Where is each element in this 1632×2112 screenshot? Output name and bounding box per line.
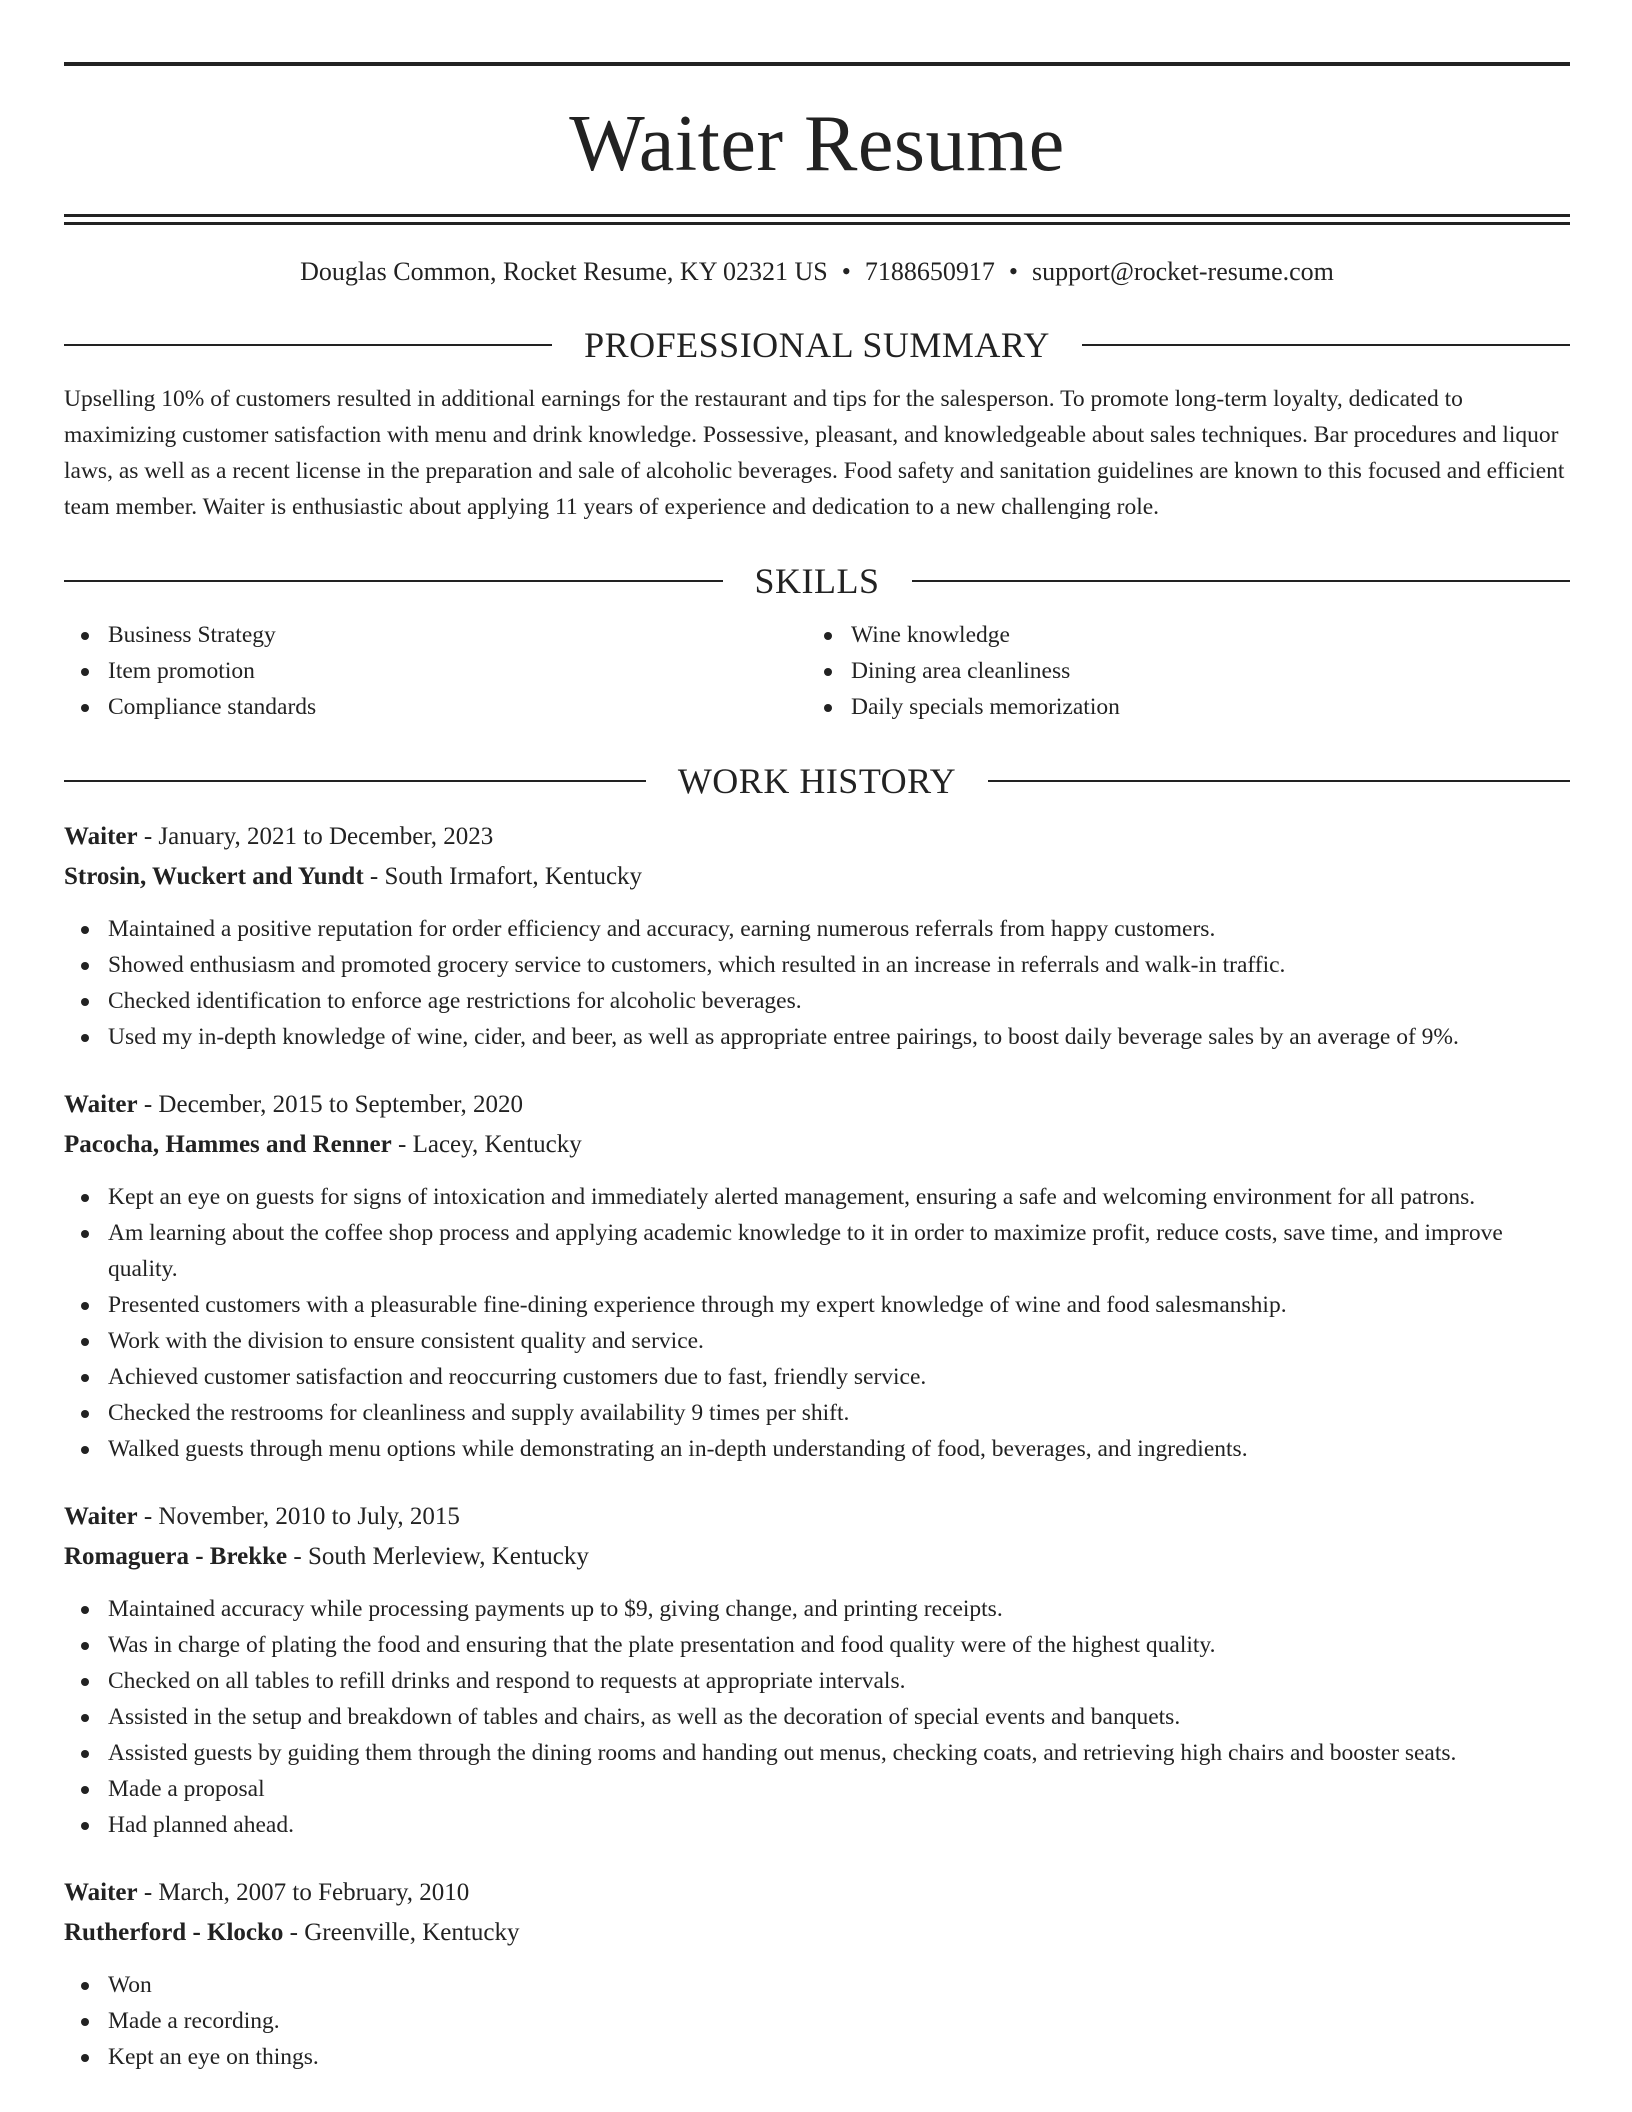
contact-email: support@rocket-resume.com	[1031, 257, 1334, 286]
job-entry	[64, 1873, 1570, 2075]
skill-item: Item promotion	[64, 653, 807, 689]
job-title: Waiter	[64, 823, 138, 850]
job-location: - South Merleview, Kentucky	[287, 1543, 589, 1570]
page-title: Waiter Resume	[569, 100, 1065, 188]
job-bullet: Checked on all tables to refill drinks and respond to requests at appropriate intervals.	[64, 1663, 1570, 1699]
heading-rule-left	[64, 580, 723, 582]
skill-item: Compliance standards	[64, 689, 807, 725]
job-bullet: Maintained a positive reputation for order efficiency and accuracy, earning numerous referrals from happy customers.	[64, 911, 1570, 947]
job-bullet: Showed enthusiasm and promoted grocery service to customers, which resulted in an increase in referrals and walk-in traffic.	[64, 947, 1570, 983]
section-heading-label: SKILLS	[754, 561, 880, 601]
job-company: Strosin, Wuckert and Yundt	[64, 863, 364, 890]
skills-list	[64, 617, 1570, 725]
job-bullets	[64, 911, 1570, 1055]
job-company: Rutherford - Klocko	[64, 1919, 284, 1946]
contact-line	[64, 255, 1570, 289]
contact-address: Douglas Common, Rocket Resume, KY 02321 US	[300, 257, 828, 286]
job-dates: - December, 2015 to September, 2020	[137, 1091, 523, 1118]
job-bullet: Kept an eye on guests for signs of intoxication and immediately alerted management, ensuring a safe and welcoming environment for all patrons.	[64, 1179, 1570, 1215]
job-bullet: Won	[64, 1967, 1570, 2003]
resume-page	[64, 62, 1570, 2075]
job-company-line	[64, 857, 1570, 897]
top-rule	[64, 62, 1570, 66]
job-bullet: Made a recording.	[64, 2003, 1570, 2039]
job-bullet: Am learning about the coffee shop process and applying academic knowledge to it in order to maximize profit, reduce costs, save time, and improve quality.	[64, 1215, 1570, 1287]
job-title-line	[64, 1497, 1570, 1537]
heading-rule-right	[912, 580, 1571, 582]
job-dates: - January, 2021 to December, 2023	[137, 823, 494, 850]
contact-phone: 7188650917	[864, 257, 995, 286]
job-dates: - March, 2007 to February, 2010	[137, 1879, 470, 1906]
job-dates: - November, 2010 to July, 2015	[137, 1503, 460, 1530]
job-title-line	[64, 1873, 1570, 1913]
job-entry	[64, 1497, 1570, 1843]
contact-separator: •	[841, 257, 851, 286]
skills-column-left	[64, 617, 807, 725]
job-bullet: Checked identification to enforce age restrictions for alcoholic beverages.	[64, 983, 1570, 1019]
job-entry	[64, 817, 1570, 1055]
job-bullet: Work with the division to ensure consistent quality and service.	[64, 1323, 1570, 1359]
skill-item: Business Strategy	[64, 617, 807, 653]
heading-rule-left	[64, 344, 552, 346]
job-bullet: Used my in-depth knowledge of wine, cider, and beer, as well as appropriate entree pairings, to boost daily beverage sales by an average of 9%.	[64, 1019, 1570, 1055]
heading-rule-right	[1082, 344, 1570, 346]
job-company: Romaguera - Brekke	[64, 1543, 288, 1570]
job-bullet: Assisted in the setup and breakdown of tables and chairs, as well as the decoration of special events and banquets.	[64, 1699, 1570, 1735]
job-bullet: Achieved customer satisfaction and reoccurring customers due to fast, friendly service.	[64, 1359, 1570, 1395]
job-bullet: Kept an eye on things.	[64, 2039, 1570, 2075]
skills-column-right	[807, 617, 1550, 725]
heading-rule-left	[64, 780, 646, 782]
skill-item: Daily specials memorization	[807, 689, 1550, 725]
section-heading-summary	[64, 323, 1570, 367]
job-bullet: Was in charge of plating the food and ensuring that the plate presentation and food quality were of the highest quality.	[64, 1627, 1570, 1663]
job-location: - Greenville, Kentucky	[283, 1919, 520, 1946]
job-company: Pacocha, Hammes and Renner	[64, 1131, 392, 1158]
section-heading-work-history	[64, 759, 1570, 803]
section-heading-label: WORK HISTORY	[677, 761, 957, 801]
job-company-line	[64, 1537, 1570, 1577]
skill-item: Wine knowledge	[807, 617, 1550, 653]
job-bullet: Presented customers with a pleasurable fine-dining experience through my expert knowledge of wine and food salesmanship.	[64, 1287, 1570, 1323]
job-bullets	[64, 1179, 1570, 1467]
job-company-line	[64, 1913, 1570, 1953]
heading-rule-right	[988, 780, 1570, 782]
job-title: Waiter	[64, 1879, 138, 1906]
job-bullet: Checked the restrooms for cleanliness and supply availability 9 times per shift.	[64, 1395, 1570, 1431]
job-company-line	[64, 1125, 1570, 1165]
job-bullets	[64, 1967, 1570, 2075]
job-bullet: Maintained accuracy while processing payments up to $9, giving change, and printing receipts.	[64, 1591, 1570, 1627]
job-bullet: Made a proposal	[64, 1771, 1570, 1807]
section-heading-skills	[64, 559, 1570, 603]
title-double-rule	[64, 214, 1570, 225]
job-bullet: Had planned ahead.	[64, 1807, 1570, 1843]
job-location: - South Irmafort, Kentucky	[363, 863, 643, 890]
job-bullet: Walked guests through menu options while demonstrating an in-depth understanding of food, beverages, and ingredients.	[64, 1431, 1570, 1467]
job-title-line	[64, 1085, 1570, 1125]
job-title: Waiter	[64, 1503, 138, 1530]
job-bullet: Assisted guests by guiding them through the dining rooms and handing out menus, checking coats, and retrieving high chairs and booster seats.	[64, 1735, 1570, 1771]
job-title-line	[64, 817, 1570, 857]
job-location: - Lacey, Kentucky	[391, 1131, 582, 1158]
skill-item: Dining area cleanliness	[807, 653, 1550, 689]
job-entry	[64, 1085, 1570, 1467]
contact-separator: •	[1008, 257, 1018, 286]
professional-summary: Upselling 10% of customers resulted in additional earnings for the restaurant and tips for the salesperson. To promote long-term loyalty, dedicated to maximizing customer satisfaction with menu and drink knowledge. Possessive, pleasant, and knowledgeable about sales techniques. Bar procedures and liquor laws, as well as a recent license in the preparation and sale of alcoholic beverages. Food safety and sanitation guidelines are known to this focused and efficient team member. Waiter is enthusiastic about applying 11 years of experience and dedication to a new challenging role.	[64, 386, 1565, 520]
section-heading-label: PROFESSIONAL SUMMARY	[584, 325, 1050, 365]
job-bullets	[64, 1591, 1570, 1843]
job-title: Waiter	[64, 1091, 138, 1118]
